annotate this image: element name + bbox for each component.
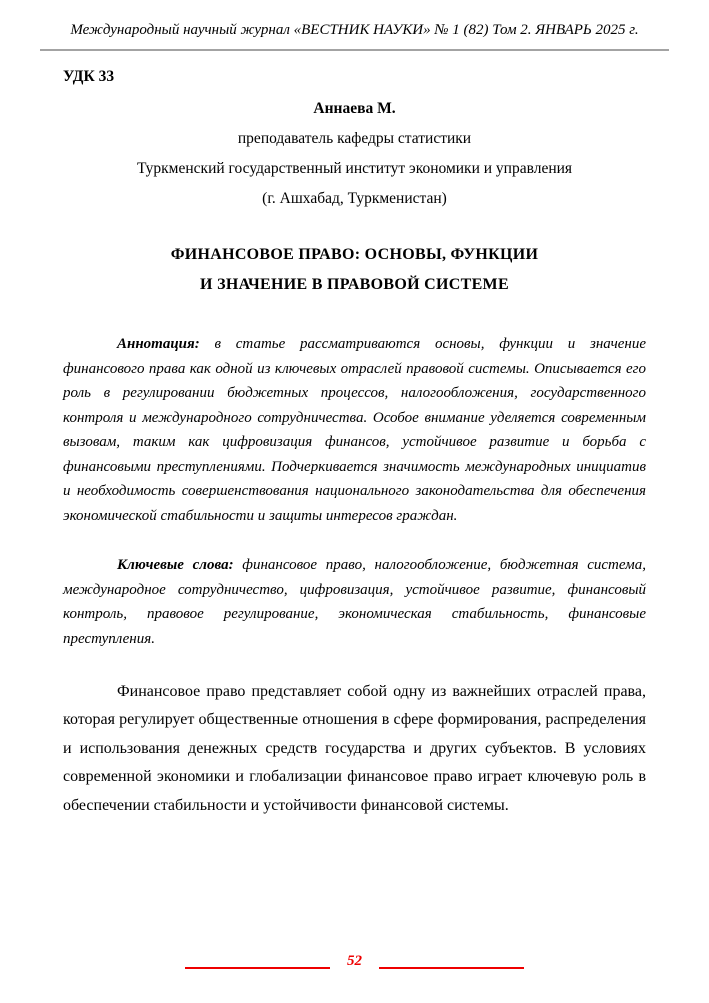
author-location: (г. Ашхабад, Туркменистан) [262,190,447,207]
abstract-paragraph [63,332,646,528]
author-block [63,94,646,214]
abstract-label: Аннотация: [117,336,200,352]
author-name: Аннаева М. [313,100,396,117]
page-footer [0,952,709,971]
footer-right-rule [379,967,524,969]
page-content [40,66,669,820]
author-role: преподаватель кафедры статистики [237,130,472,147]
page-number: 52 [347,953,362,969]
footer-left-rule [185,967,330,969]
author-institution: Туркменский государственный институт экономики и управления [136,160,573,177]
keywords-label: Ключевые слова: [117,557,234,573]
udc-label: УДК 33 [63,68,115,85]
journal-header: Международный научный журнал «ВЕСТНИК НАУКИ» № 1 (82) Том 2. ЯНВАРЬ 2025 г. [70,22,639,38]
keywords-paragraph [63,553,646,651]
keywords-text: финансовое право, налогообложение, бюджетная система, международное сотрудничество, цифровизация, устойчивое развитие, финансовый контроль, правовое регулирование, экономическая стабильность, финансовые преступления. [63,557,646,647]
article-title [63,240,646,300]
article-title-line-2: И ЗНАЧЕНИЕ В ПРАВОВОЙ СИСТЕМЕ [200,276,509,293]
header-divider [40,49,669,51]
body-paragraph: Финансовое право представляет собой одну из важнейших отраслей права, которая регулирует общественные отношения в сфере формирования, распределения и использования денежных средств государства и других субъектов. В условиях современной экономики и глобализации финансовое право играет ключевую роль в обеспечении стабильности и устойчивости финансовой системы. [63,683,646,814]
article-title-line-1: ФИНАНСОВОЕ ПРАВО: ОСНОВЫ, ФУНКЦИИ [170,246,539,263]
abstract-text: в статье рассматриваются основы, функции и значение финансового права как одной из ключевых отраслей правовой системы. Описывается его роль в регулировании бюджетных процессов, налогообложения, государственного контроля и международного сотрудничества. Особое внимание уделяется современным вызовам, таким как цифровизация финансов, устойчивое развитие и борьба с финансовыми преступлениями. Подчеркивается значимость международных инициатив и необходимость совершенствования национального законодательства для обеспечения экономической стабильности и защиты интересов граждан. [63,336,647,524]
